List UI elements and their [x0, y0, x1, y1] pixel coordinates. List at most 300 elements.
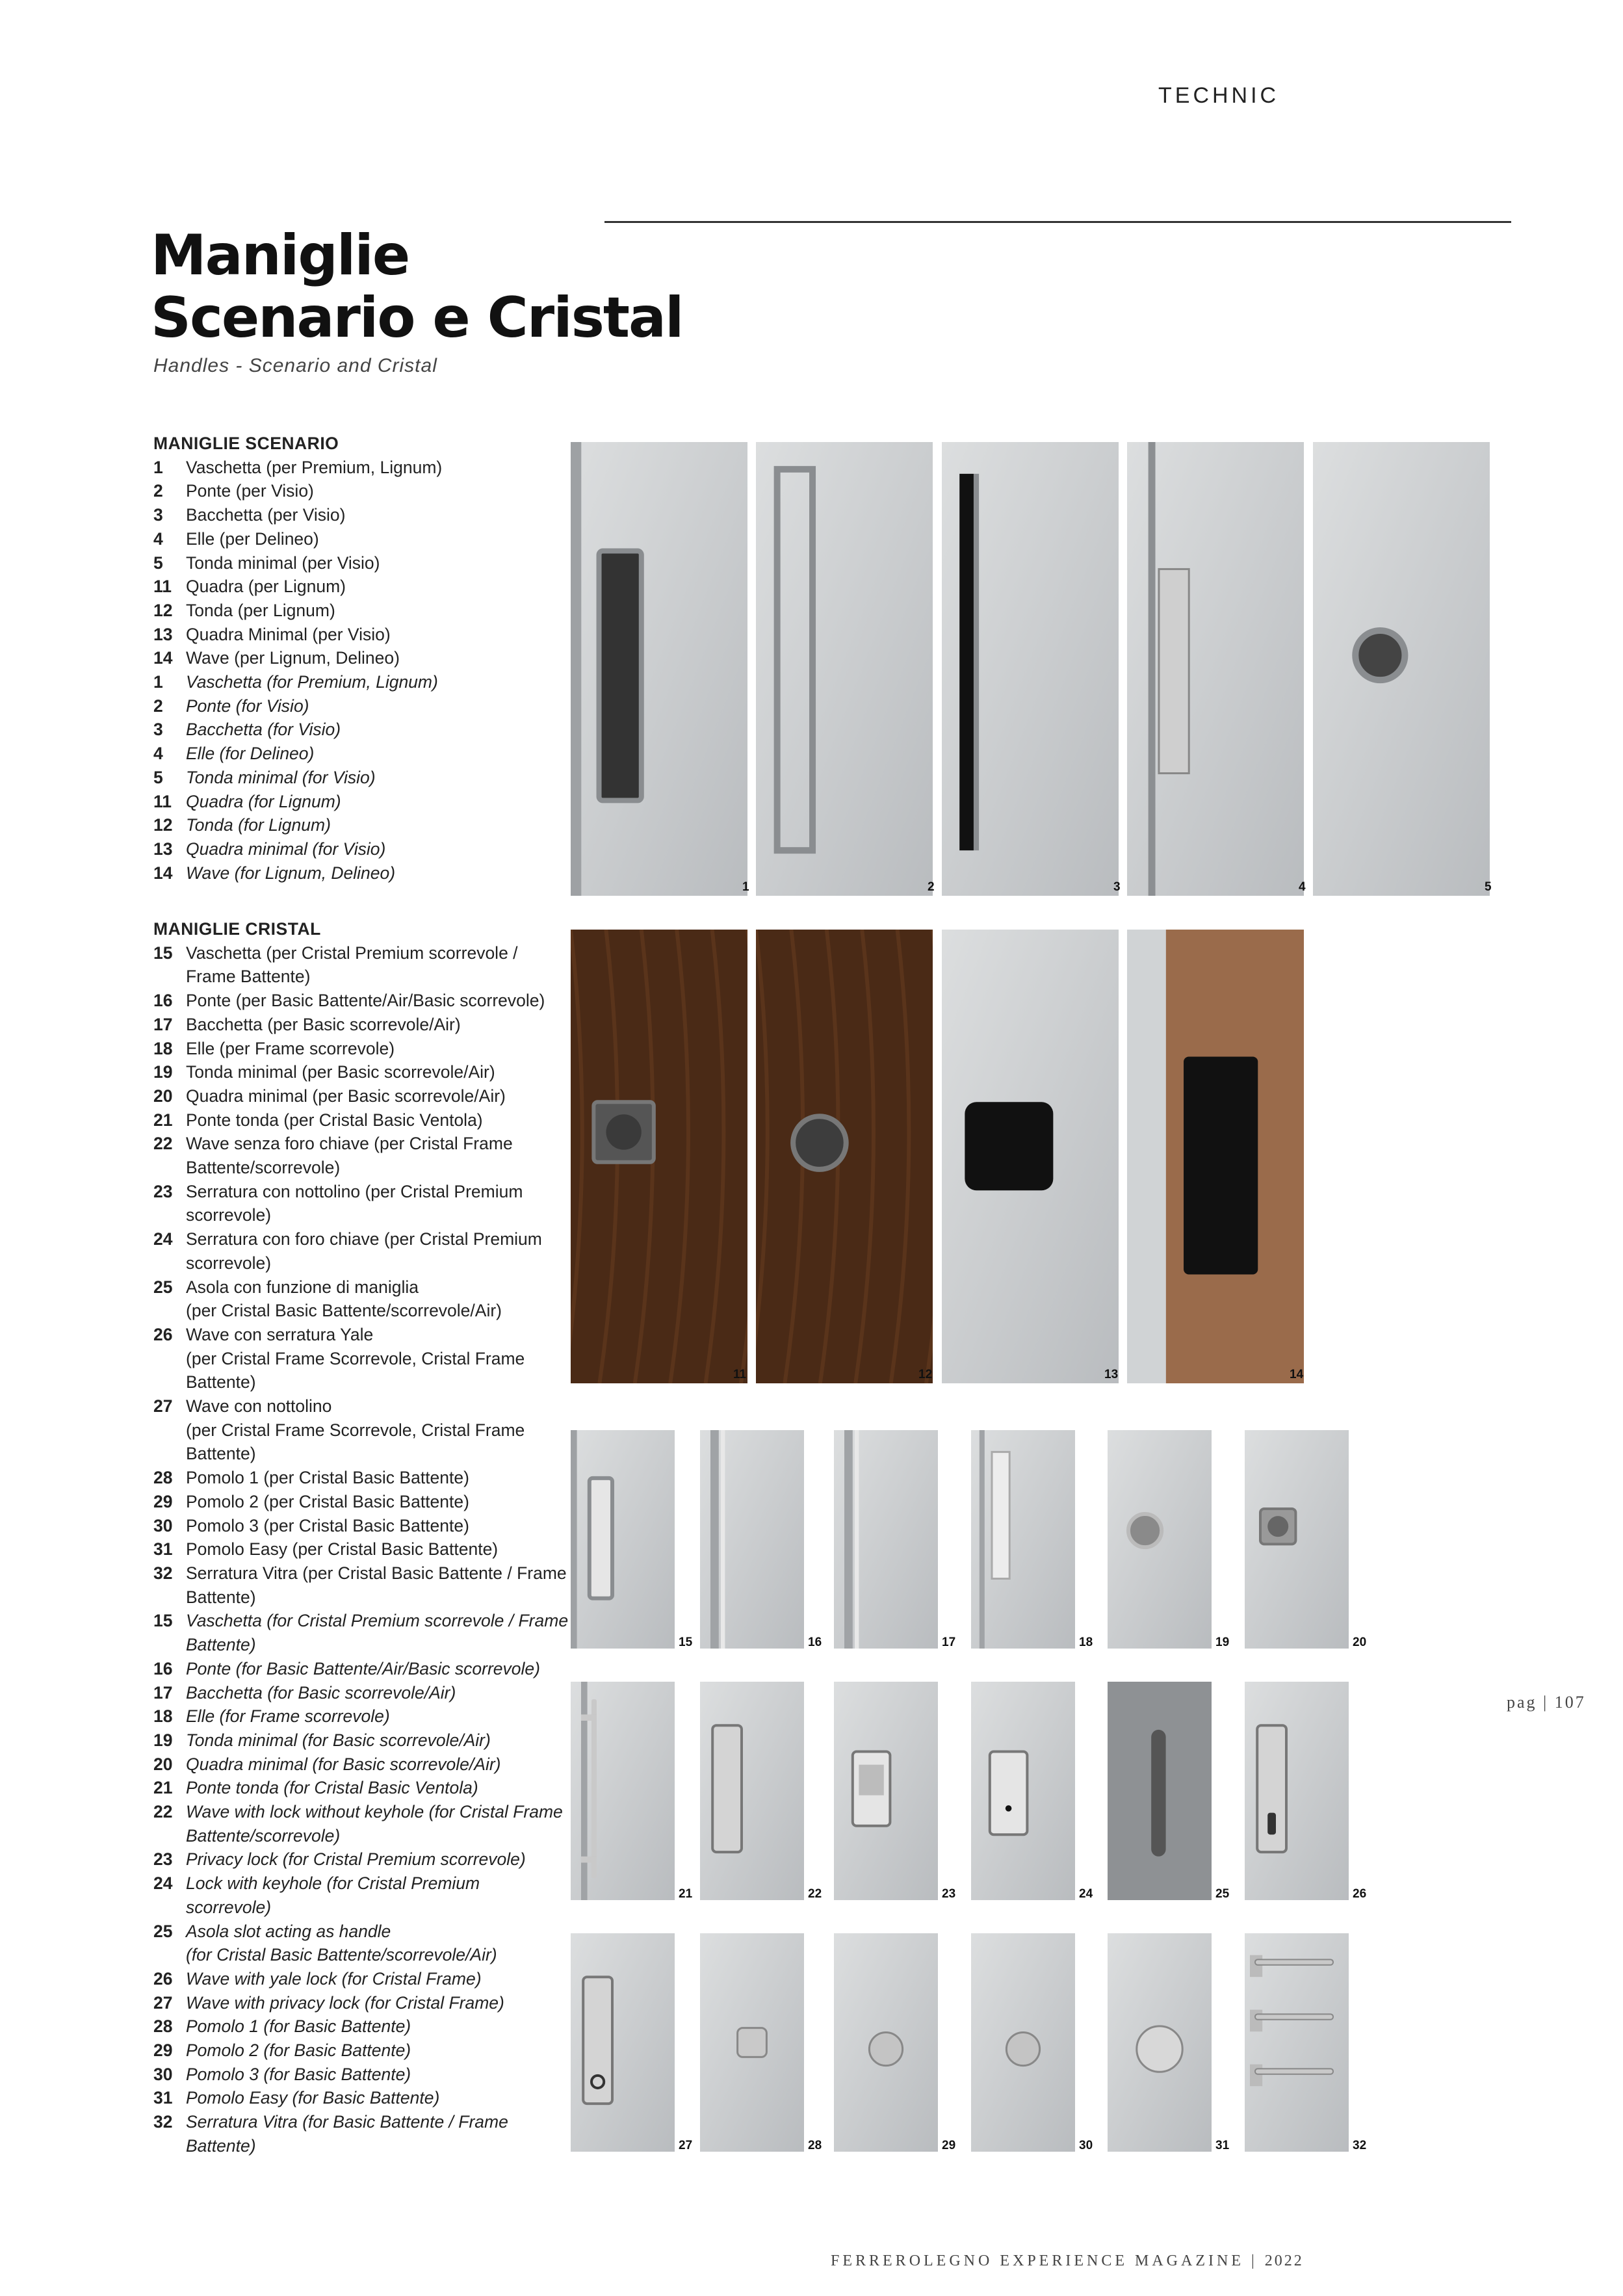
photo-pomolo-easy — [1108, 1933, 1212, 2152]
page-title-line-2: Scenario e Cristal — [151, 285, 683, 350]
item-number: 1 — [153, 457, 163, 477]
item-number: 25 — [153, 1277, 173, 1297]
item-number: 18 — [153, 1706, 173, 1727]
item-number: 3 — [153, 720, 163, 740]
handle-photo — [756, 442, 933, 896]
list-item — [153, 1108, 569, 1132]
photo-label: 21 — [679, 1887, 693, 1901]
item-text: Pomolo 3 (for Basic Battente) — [186, 2064, 411, 2084]
item-number: 2 — [153, 481, 163, 501]
cristal-heading: MANIGLIE CRISTAL — [153, 919, 321, 939]
list-item — [153, 1084, 569, 1108]
item-text: Bacchetta (per Visio) — [186, 505, 346, 525]
item-number: 14 — [153, 648, 173, 668]
photo-label: 2 — [928, 880, 935, 894]
item-number: 12 — [153, 815, 173, 835]
item-number: 21 — [153, 1778, 173, 1798]
list-item — [153, 1753, 569, 1777]
list-item — [153, 790, 569, 814]
list-item — [153, 599, 569, 623]
scenario-heading: MANIGLIE SCENARIO — [153, 434, 339, 453]
item-text: Vaschetta (for Cristal Premium scorrevole / Frame Battente) — [186, 1611, 569, 1655]
photo-bacchetta — [942, 442, 1119, 896]
footer-magazine: FERREROLEGNO EXPERIENCE MAGAZINE — [831, 2252, 1244, 2269]
item-number: 19 — [153, 1730, 173, 1750]
item-number: 5 — [153, 553, 163, 573]
handle-photo — [571, 442, 747, 896]
list-item — [153, 1514, 569, 1538]
item-text: Wave con serratura Yale (per Cristal Frame Scorrevole, Cristal Frame Battente) — [186, 1324, 525, 1392]
page-subtitle: Handles - Scenario and Cristal — [153, 355, 437, 376]
item-text: Quadra (per Lignum) — [186, 577, 346, 597]
handle-photo — [571, 1933, 675, 2152]
list-item — [153, 718, 569, 742]
photo-serratura-chiave — [971, 1682, 1075, 1900]
item-text: Pomolo 1 (per Cristal Basic Battente) — [186, 1468, 469, 1488]
list-item — [153, 1490, 569, 1514]
item-text: Ponte (for Basic Battente/Air/Basic scorrevole) — [186, 1658, 540, 1678]
item-text: Wave con nottolino (per Cristal Frame Scorrevole, Cristal Frame Battente) — [186, 1396, 525, 1464]
list-item — [153, 837, 569, 861]
handle-round — [793, 1116, 846, 1169]
item-number: 17 — [153, 1682, 173, 1702]
item-text: Privacy lock (for Cristal Premium scorrevole) — [186, 1849, 526, 1870]
knob — [869, 2032, 902, 2065]
list-item — [153, 1681, 569, 1705]
handle-photo — [971, 1682, 1075, 1900]
item-text: Quadra (for Lignum) — [186, 791, 341, 811]
photo-ponte-small — [700, 1430, 804, 1649]
item-number: 22 — [153, 1802, 173, 1822]
item-text: Ponte (for Visio) — [186, 696, 309, 716]
photo-label: 24 — [1079, 1887, 1093, 1901]
item-number: 4 — [153, 528, 163, 549]
cristal-list — [153, 917, 569, 2158]
glass-panel — [971, 1430, 1075, 1649]
photo-pomolo-1 — [700, 1933, 804, 2152]
handle-round — [1267, 1516, 1288, 1537]
item-number: 24 — [153, 1229, 173, 1249]
photo-label: 11 — [733, 1368, 747, 1381]
photo-label: 3 — [1113, 880, 1121, 894]
list-item — [153, 1729, 569, 1753]
item-number: 26 — [153, 1968, 173, 1989]
header-rule — [604, 221, 1511, 223]
item-number: 16 — [153, 991, 173, 1011]
item-text: Tonda minimal (for Visio) — [186, 767, 376, 787]
item-text: Ponte tonda (per Cristal Basic Ventola) — [186, 1110, 483, 1130]
item-number: 15 — [153, 1611, 173, 1631]
photo-tonda-small — [1108, 1430, 1212, 1649]
photo-quadra-black — [942, 930, 1119, 1383]
list-item — [153, 1275, 569, 1323]
item-number: 21 — [153, 1110, 173, 1130]
list-item — [153, 813, 569, 837]
item-text: Wave with lock without keyhole (for Cristal Frame Battente/scorrevole) — [186, 1802, 563, 1846]
item-text: Serratura con foro chiave (per Cristal Premium scorrevole) — [186, 1229, 542, 1273]
photo-label: 19 — [1215, 1636, 1230, 1649]
item-number: 17 — [153, 1014, 173, 1034]
item-number: 30 — [153, 1515, 173, 1535]
scenario-list — [153, 432, 569, 885]
list-item — [153, 1132, 569, 1179]
footer-separator: | — [1251, 2252, 1258, 2269]
photo-label: 29 — [942, 2139, 956, 2152]
item-number: 29 — [153, 1491, 173, 1511]
handle-post — [581, 1714, 597, 1721]
list-item — [153, 503, 569, 527]
item-number: 20 — [153, 1754, 173, 1774]
item-number: 3 — [153, 505, 163, 525]
item-text: Wave with privacy lock (for Cristal Frame) — [186, 1992, 504, 2013]
handle-photo — [1313, 442, 1490, 896]
item-text: Serratura con nottolino (per Cristal Premium scorrevole) — [186, 1181, 523, 1225]
handle-wave — [583, 1977, 612, 2104]
list-item — [153, 1537, 569, 1561]
photo-label: 27 — [679, 2139, 693, 2152]
handle-recess — [599, 551, 642, 801]
section-label: TECHNIC — [1158, 83, 1280, 108]
handle-photo — [1127, 930, 1304, 1383]
handle-photo — [971, 1430, 1075, 1649]
item-text: Bacchetta (for Basic scorrevole/Air) — [186, 1682, 456, 1702]
item-text: Pomolo 1 (for Basic Battente) — [186, 2016, 411, 2037]
page-value: 107 — [1554, 1693, 1586, 1712]
list-item — [153, 1180, 569, 1227]
glass-edge — [1127, 930, 1166, 1383]
list-item — [153, 479, 569, 503]
photo-wave — [700, 1682, 804, 1900]
list-item — [153, 766, 569, 790]
item-text: Ponte tonda (for Cristal Basic Ventola) — [186, 1778, 478, 1798]
door-edge — [980, 1430, 985, 1649]
item-number: 29 — [153, 2041, 173, 2061]
list-item — [153, 2039, 569, 2063]
list-item — [153, 1776, 569, 1800]
handle-bar — [1159, 569, 1189, 773]
item-number: 27 — [153, 1992, 173, 2013]
item-number: 20 — [153, 1086, 173, 1106]
item-number: 22 — [153, 1134, 173, 1154]
item-text: Tonda (for Lignum) — [186, 815, 331, 835]
photo-label: 26 — [1353, 1887, 1367, 1901]
footer-year: 2022 — [1264, 2252, 1304, 2269]
door-edge — [571, 442, 581, 896]
lock-plate — [990, 1752, 1028, 1835]
item-number: 26 — [153, 1324, 173, 1344]
list-item — [153, 670, 569, 694]
handle-photo — [834, 1682, 938, 1900]
list-item — [153, 742, 569, 766]
photo-tonda — [1313, 442, 1490, 896]
door-edge — [581, 1682, 588, 1900]
item-text: Ponte (per Basic Battente/Air/Basic scorrevole) — [186, 991, 545, 1011]
list-item — [153, 1037, 569, 1061]
item-number: 28 — [153, 1468, 173, 1488]
photo-label: 5 — [1485, 880, 1492, 894]
item-number: 2 — [153, 696, 163, 716]
photo-wave-wood — [1127, 930, 1304, 1383]
handle-photo — [1127, 442, 1304, 896]
item-number: 24 — [153, 1873, 173, 1894]
lock-cylinder — [1267, 1813, 1276, 1835]
photo-label: 25 — [1215, 1887, 1230, 1901]
item-text: Pomolo Easy (per Cristal Basic Battente) — [186, 1539, 499, 1559]
list-item — [153, 1466, 569, 1490]
handle-photo — [1245, 1933, 1349, 2152]
list-item — [153, 2063, 569, 2087]
photo-pomolo-3 — [971, 1933, 1075, 2152]
handle-photo — [571, 1682, 675, 1900]
item-text: Quadra minimal (for Visio) — [186, 839, 386, 859]
item-text: Pomolo 3 (per Cristal Basic Battente) — [186, 1515, 469, 1535]
item-text: Tonda minimal (for Basic scorrevole/Air) — [186, 1730, 491, 1750]
photo-label: 28 — [808, 2139, 822, 2152]
page-number — [1507, 1693, 1586, 1712]
photo-wave-yale — [1245, 1682, 1349, 1900]
handle-photo — [834, 1933, 938, 2152]
item-number: 32 — [153, 1563, 173, 1583]
footer — [831, 2252, 1304, 2270]
list-item — [153, 646, 569, 670]
item-number: 11 — [153, 577, 172, 597]
lever-plate — [1250, 2065, 1262, 2087]
knob — [1137, 2026, 1182, 2072]
photo-vaschetta-small — [571, 1430, 675, 1649]
item-text: Elle (per Frame scorrevole) — [186, 1038, 395, 1058]
list-item — [153, 861, 569, 885]
list-item — [153, 1561, 569, 1609]
lock-recess — [859, 1765, 883, 1795]
handle-photo — [1245, 1682, 1349, 1900]
photo-label: 30 — [1079, 2139, 1093, 2152]
handle-bar — [855, 1430, 859, 1649]
page-title-line-1: Maniglie — [151, 223, 409, 288]
handle-photo — [1108, 1933, 1212, 2152]
list-item — [153, 1991, 569, 2015]
handle-photo — [1108, 1430, 1212, 1649]
item-number: 32 — [153, 2112, 173, 2132]
photo-label: 14 — [1290, 1368, 1304, 1381]
item-number: 13 — [153, 624, 173, 644]
handle-photo — [700, 1933, 804, 2152]
list-item — [153, 1323, 569, 1394]
lever-plate — [1250, 2010, 1262, 2032]
item-text: Vaschetta (for Premium, Lignum) — [186, 672, 438, 692]
photo-label: 15 — [679, 1636, 693, 1649]
photo-asola — [1108, 1682, 1212, 1900]
item-number: 11 — [153, 791, 172, 811]
door-edge — [844, 1430, 853, 1649]
item-text: Asola con funzione di maniglia (per Cristal Basic Battente/scorrevole/Air) — [186, 1277, 502, 1321]
door-edge — [710, 1430, 719, 1649]
item-text: Vaschetta (per Premium, Lignum) — [186, 457, 443, 477]
list-item — [153, 1609, 569, 1656]
item-number: 23 — [153, 1849, 173, 1870]
handle-photo — [834, 1430, 938, 1649]
photo-label: 13 — [1104, 1368, 1119, 1381]
list-item — [153, 1800, 569, 1847]
handle-photo — [942, 930, 1119, 1383]
handle-round — [1128, 1514, 1162, 1547]
handle-round — [606, 1114, 641, 1149]
glass-panel — [571, 1430, 675, 1649]
handle-bar — [992, 1452, 1009, 1579]
photo-tonda-wood — [756, 930, 933, 1383]
handle-bar — [959, 474, 974, 850]
photo-label: 31 — [1215, 2139, 1230, 2152]
handle-bar — [721, 1430, 725, 1649]
photo-pomolo-2 — [834, 1933, 938, 2152]
photo-bacchetta-small — [834, 1430, 938, 1649]
handle-photo — [700, 1682, 804, 1900]
knob — [738, 2028, 767, 2057]
item-number: 28 — [153, 2016, 173, 2037]
keyhole — [1006, 1805, 1012, 1812]
item-number: 14 — [153, 863, 173, 883]
handle-photo — [1108, 1682, 1212, 1900]
list-item — [153, 1920, 569, 1967]
list-item — [153, 575, 569, 599]
handle-photo — [971, 1933, 1075, 2152]
list-item — [153, 2015, 569, 2039]
photo-label: 18 — [1079, 1636, 1093, 1649]
lever-handle — [1255, 2014, 1333, 2019]
photo-label: 4 — [1299, 880, 1306, 894]
item-text: Bacchetta (for Visio) — [186, 720, 341, 740]
item-number: 5 — [153, 767, 163, 787]
photo-elle-small — [971, 1430, 1075, 1649]
item-text: Elle (for Delineo) — [186, 744, 315, 764]
page-title — [151, 224, 683, 349]
handle-wave — [1184, 1056, 1258, 1274]
photo-label: 1 — [742, 880, 749, 894]
item-number: 18 — [153, 1038, 173, 1058]
handle-slot — [1151, 1730, 1165, 1857]
item-number: 25 — [153, 1921, 173, 1941]
item-text: Quadra Minimal (per Visio) — [186, 624, 391, 644]
lever-handle — [1255, 1959, 1333, 1964]
item-text: Pomolo Easy (for Basic Battente) — [186, 2088, 440, 2108]
item-number: 1 — [153, 672, 163, 692]
list-item — [153, 551, 569, 575]
item-number: 16 — [153, 1658, 173, 1678]
item-text: Wave senza foro chiave (per Cristal Frame Battente/scorrevole) — [186, 1134, 513, 1178]
list-item — [153, 1872, 569, 1919]
item-text: Tonda (per Lignum) — [186, 600, 335, 620]
item-number: 4 — [153, 744, 163, 764]
handle-wave — [712, 1725, 742, 1852]
photo-elle — [1127, 442, 1304, 896]
photo-label: 12 — [918, 1368, 933, 1381]
photo-label: 20 — [1353, 1636, 1367, 1649]
handle-bar — [974, 474, 979, 850]
list-item — [153, 941, 569, 989]
item-text: Pomolo 2 (for Basic Battente) — [186, 2041, 411, 2061]
item-text: Wave with yale lock (for Cristal Frame) — [186, 1968, 482, 1989]
item-text: Tonda minimal (per Basic scorrevole/Air) — [186, 1062, 495, 1082]
item-number: 13 — [153, 839, 173, 859]
door-edge — [1149, 442, 1156, 896]
handle-photo — [942, 442, 1119, 896]
list-item — [153, 527, 569, 551]
item-number: 30 — [153, 2064, 173, 2084]
item-text: Pomolo 2 (per Cristal Basic Battente) — [186, 1491, 469, 1511]
list-item — [153, 1394, 569, 1466]
item-number: 27 — [153, 1396, 173, 1416]
lever-plate — [1250, 1955, 1262, 1977]
item-text: Wave (for Lignum, Delineo) — [186, 863, 396, 883]
photo-label: 16 — [808, 1636, 822, 1649]
handle-bar — [591, 1699, 597, 1879]
handle-photo — [571, 1430, 675, 1649]
list-item — [153, 1847, 569, 1872]
item-text: Ponte (per Visio) — [186, 481, 314, 501]
knob — [1006, 2032, 1039, 2065]
door-edge — [571, 1430, 577, 1649]
list-item — [153, 694, 569, 718]
item-text: Serratura Vitra (for Basic Battente / Frame Battente) — [186, 2112, 508, 2156]
item-text: Asola slot acting as handle (for Cristal Basic Battente/scorrevole/Air) — [186, 1921, 497, 1965]
list-item — [153, 1657, 569, 1681]
handle-recess — [590, 1478, 612, 1598]
item-text: Quadra minimal (for Basic scorrevole/Air) — [186, 1754, 501, 1774]
list-item — [153, 623, 569, 647]
item-text: Quadra minimal (per Basic scorrevole/Air) — [186, 1086, 506, 1106]
list-item — [153, 1013, 569, 1037]
photo-serratura-vitra — [1245, 1933, 1349, 2152]
handle-photo — [700, 1430, 804, 1649]
handle-square — [965, 1102, 1053, 1190]
list-item — [153, 1704, 569, 1729]
item-text: Tonda minimal (per Visio) — [186, 553, 380, 573]
item-number: 15 — [153, 943, 173, 963]
item-number: 23 — [153, 1181, 173, 1201]
photo-label: 23 — [942, 1887, 956, 1901]
photo-label: 32 — [1353, 2139, 1367, 2152]
photo-label: 17 — [942, 1636, 956, 1649]
photo-ponte — [756, 442, 933, 896]
glass-panel — [756, 442, 933, 896]
handle-photo — [571, 930, 747, 1383]
handle-photo — [1245, 1430, 1349, 1649]
list-item — [153, 1227, 569, 1275]
page-separator: | — [1543, 1693, 1549, 1712]
photo-quadra-small — [1245, 1430, 1349, 1649]
photo-vaschetta — [571, 442, 747, 896]
item-number: 19 — [153, 1062, 173, 1082]
item-text: Bacchetta (per Basic scorrevole/Air) — [186, 1014, 461, 1034]
item-text: Elle (per Delineo) — [186, 528, 319, 549]
item-text: Elle (for Frame scorrevole) — [186, 1706, 390, 1727]
photo-serratura-nottolino — [834, 1682, 938, 1900]
item-number: 31 — [153, 1539, 173, 1559]
item-text: Vaschetta (per Cristal Premium scorrevole / Frame Battente) — [186, 943, 518, 987]
handle-post — [581, 1857, 597, 1863]
list-item — [153, 989, 569, 1013]
list-item — [153, 456, 569, 480]
photo-wave-nottolino — [571, 1933, 675, 2152]
item-number: 12 — [153, 600, 173, 620]
photo-label: 22 — [808, 1887, 822, 1901]
handle-photo — [756, 930, 933, 1383]
item-text: Wave (per Lignum, Delineo) — [186, 648, 400, 668]
page-label: pag — [1507, 1693, 1537, 1712]
photo-ponte-tonda — [571, 1682, 675, 1900]
list-item — [153, 2086, 569, 2110]
photo-quadra-wood — [571, 930, 747, 1383]
list-item — [153, 1967, 569, 1991]
